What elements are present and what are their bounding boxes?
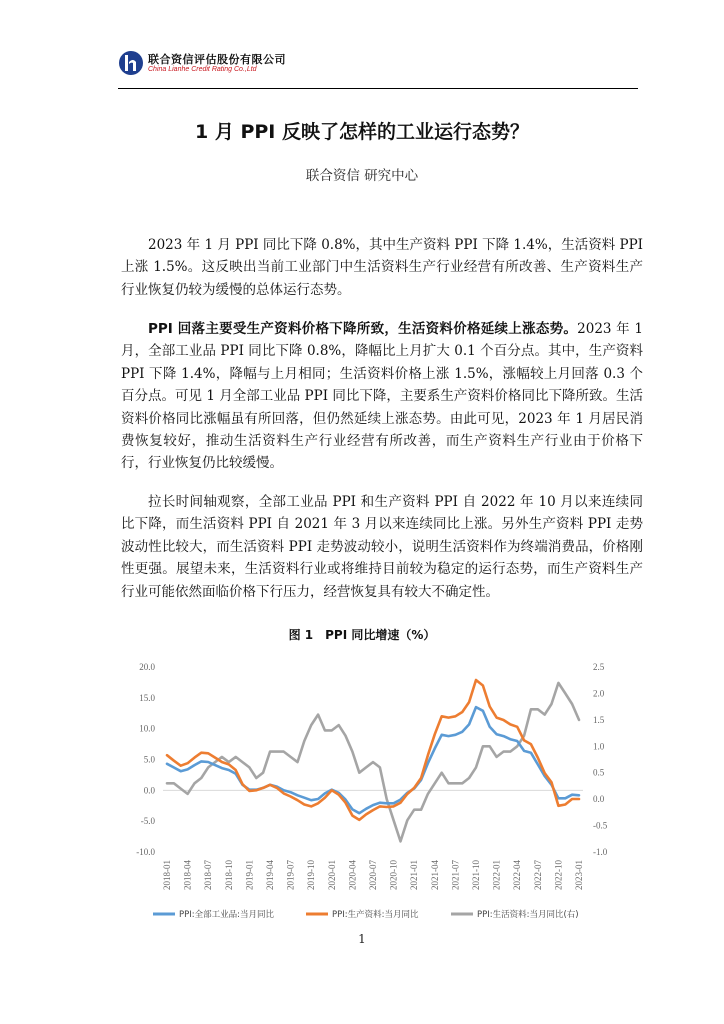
x-tick-label: 2020-04 [347,860,358,890]
company-name-cn: 联合资信评估股份有限公司 [148,53,286,66]
legend-label-3: PPI:生活资料:当月同比(右) [477,910,579,920]
paragraph-lead-bold: PPI 回落主要受生产资料价格下降所致，生活资料价格延续上涨态势。 [148,321,578,337]
y-left-tick-label: 20.0 [139,662,155,672]
y-left-tick-label: -10.0 [136,847,155,857]
series-line-1 [167,707,579,813]
x-tick-label: 2018-01 [162,860,172,890]
y-left-tick-label: 0.0 [143,785,155,796]
y-right-tick-label: 1.0 [593,741,605,752]
x-tick-label: 2022-10 [553,860,564,890]
x-tick-label: 2022-04 [512,860,523,890]
y-right-tick-label: 2.5 [593,662,605,672]
page-number: 1 [358,932,366,946]
x-tick-label: 2022-01 [491,860,502,890]
y-right-tick-label: 1.5 [593,714,605,725]
paragraph-analysis [121,318,643,475]
y-left-tick-label: 5.0 [143,754,155,765]
x-tick-label: 2019-01 [244,860,255,890]
ppi-line-chart [121,652,611,932]
figure-caption: 图 1 PPI 同比增速（%） [288,628,436,642]
series-line-2 [167,680,579,820]
x-tick-label: 2022-07 [532,860,543,890]
x-tick-label: 2018-10 [223,860,234,890]
company-name-en: China Lianhe Credit Rating Co.,Ltd [148,66,257,73]
x-tick-label: 2019-07 [285,860,296,890]
x-tick-label: 2021-10 [471,860,481,890]
y-right-tick-label: -0.5 [593,820,608,831]
x-tick-label: 2020-01 [326,860,337,890]
x-tick-label: 2020-10 [388,860,399,890]
y-left-tick-label: 15.0 [139,692,155,703]
company-logo-icon [118,50,144,76]
x-tick-label: 2020-07 [368,860,378,890]
x-tick-label: 2018-07 [203,860,214,890]
y-left-tick-label: -5.0 [140,816,155,827]
header-divider [118,88,638,89]
x-tick-label: 2018-04 [182,860,193,890]
y-right-tick-label: 0.0 [593,794,605,805]
y-right-tick-label: 0.5 [593,767,605,778]
x-tick-label: 2021-07 [450,860,461,890]
paragraph-summary: 2023 年 1 月 PPI 同比下降 0.8%，其中生产资料 PPI 下降 1.4%，生活资料 PPI 上涨 1.5%。这反映出当前工业部门中生活资料生产行业经营有所改善、生产资料生产行业恢复仍较为缓慢的总体运行态势。 [121,237,643,298]
legend-label-1: PPI:全部工业品:当月同比 [179,910,274,920]
x-tick-label: 2021-04 [429,860,440,890]
legend-label-2: PPI:生产资料:当月同比 [332,910,419,920]
paragraph-analysis-body: 2023 年 1 月，全部工业品 PPI 同比下降 0.8%，降幅比上月扩大 0.1 个百分点。其中，生产资料 PPI 下降 1.4%，降幅与上月相同；生活资料价格上涨 1.5%，涨幅较上月回落 0.3 个百分点。可见 1 月全部工业品 PPI 同比下降，主要系生产资料价格同比下降所致。生活资料价格同比涨幅虽有所回落，但仍然延续上涨态势。由此可见，2023 年 1 月居民消费恢复较好，推动生活资料生产行业经营有所改善，而生产资料生产行业由于价格下行，行业恢复仍比较缓慢。 [121,321,643,472]
paragraph-outlook: 拉长时间轴观察，全部工业品 PPI 和生产资料 PPI 自 2022 年 10 月以来连续同比下降，而生活资料 PPI 自 2021 年 3 月以来连续同比上涨。另外生产资料 PPI 走势波动性比较大，而生活资料 PPI 走势波动较小，说明生活资料作为终端消费品，价格刚性更强。展望未来，生活资料行业或将维持目前较为稳定的运行态势，而生产资料生产行业可能依然面临价格下行压力，经营恢复具有较大不确定性。 [121,494,643,600]
document-title: 1 月 PPI 反映了怎样的工业运行态势？ [195,121,529,143]
y-left-tick-label: 10.0 [139,723,155,734]
x-tick-label: 2019-04 [265,860,275,890]
chart-canvas [121,652,611,932]
report-header [118,48,638,88]
x-tick-label: 2019-10 [306,860,317,890]
author-byline: 联合资信 研究中心 [305,168,419,184]
series-line-3 [167,683,579,842]
x-tick-label: 2023-01 [574,860,584,890]
y-right-tick-label: -1.0 [593,847,608,857]
y-right-tick-label: 2.0 [593,688,605,699]
x-tick-label: 2021-01 [409,860,420,890]
